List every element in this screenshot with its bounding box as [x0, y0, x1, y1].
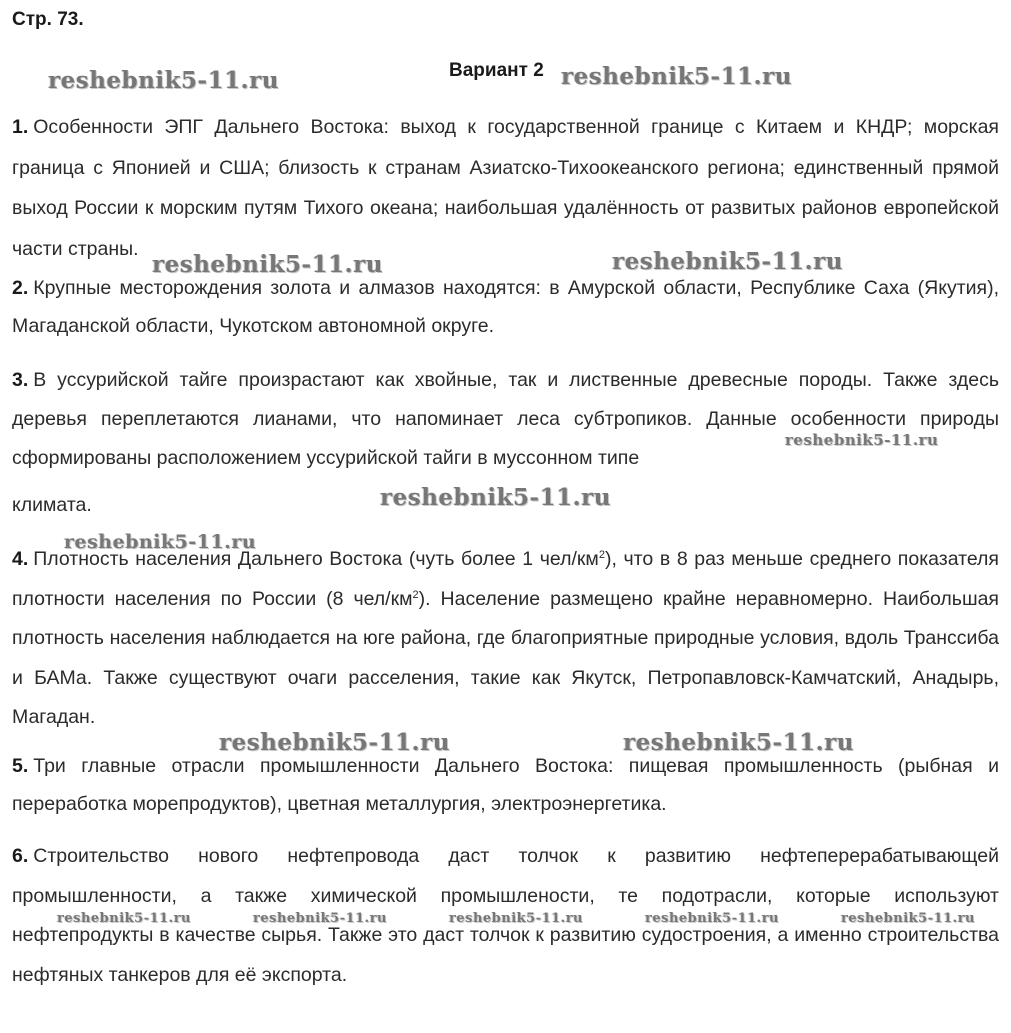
- watermark: reshebnik5-11.ru: [219, 729, 450, 756]
- watermark: reshebnik5-11.ru: [449, 911, 584, 926]
- answer-text: Крупные месторождения золота и алмазов находятся: в Амурской области, Республике Саха (Якутия), Магаданской области, Чукотском автономной округе.: [12, 277, 999, 337]
- watermark: reshebnik5-11.ru: [253, 911, 388, 926]
- superscript: 2: [412, 588, 419, 601]
- answer-4: [12, 540, 999, 738]
- watermark: reshebnik5-11.ru: [380, 484, 611, 511]
- watermark: reshebnik5-11.ru: [152, 251, 383, 278]
- answer-text-end: климата.: [12, 494, 92, 516]
- watermark: reshebnik5-11.ru: [785, 431, 939, 449]
- answer-number: 4.: [12, 548, 29, 570]
- superscript: 2: [598, 549, 605, 561]
- answer-number: 2.: [12, 277, 29, 299]
- watermark: reshebnik5-11.ru: [623, 729, 854, 756]
- watermark: reshebnik5-11.ru: [841, 911, 976, 926]
- watermark: reshebnik5-11.ru: [561, 63, 792, 90]
- watermark: reshebnik5-11.ru: [645, 911, 780, 926]
- answer-1: [12, 107, 999, 269]
- watermark: reshebnik5-11.ru: [612, 248, 843, 275]
- page-number: Стр. 73.: [12, 9, 84, 30]
- answer-text-part: Плотность населения Дальнего Востока (чуть более 1 чел/км: [33, 548, 599, 570]
- answer-text: Строительство нового нефтепровода даст толчок к развитию нефтеперерабатывающей промышленности, а также химической промышлености, те подотрасли, которые используют нефтепродукты в качестве сырья. Также это даст толчок к развитию судостроения, а именно строительства нефтяных танкеров для её экспорта.: [12, 845, 999, 986]
- answer-number: 3.: [12, 369, 29, 391]
- answer-text: Особенности ЭПГ Дальнего Востока: выход к государственной границе с Китаем и КНДР; морская граница с Японией и США; близость к странам Азиатско-Тихоокеанского региона; единственный прямой выход России к морским путям Тихого океана; наибольшая удалённость от развитых районов европейской части страны.: [12, 116, 999, 260]
- watermark: reshebnik5-11.ru: [57, 911, 192, 926]
- answer-2: [12, 269, 999, 345]
- variant-title: Вариант 2: [449, 60, 544, 81]
- answer-text: В уссурийской тайге произрастают как хвойные, так и лиственные древесные породы. Также здесь деревья переплетаются лианами, что напоминает леса субтропиков. Данные особенности природы сформированы расположением уссурийской тайги в муссонном типе: [12, 369, 999, 469]
- watermark: reshebnik5-11.ru: [48, 67, 279, 94]
- answer-5: [12, 747, 999, 823]
- answer-text-part: ), что в 8 раз меньше среднего показателя плотности населения по России (8 чел/км: [12, 548, 999, 610]
- answer-number: 5.: [12, 755, 29, 777]
- answer-text: Три главные отрасли промышленности Дальнего Востока: пищевая промышленность (рыбная и переработка морепродуктов), цветная металлургия, электроэнергетика.: [12, 755, 999, 815]
- answer-number: 1.: [12, 116, 29, 138]
- watermark: reshebnik5-11.ru: [64, 531, 257, 553]
- answer-text-part: ). Население размещено крайне неравномерно. Наибольшая плотность населения наблюдается на юге района, где благоприятные природные условия, вдоль Транссиба и БАМа. Также существуют очаги расселения, такие как Якутск, Петропавловск-Камчатский, Анадырь, Магадан.: [12, 587, 999, 728]
- answer-number: 6.: [12, 845, 29, 867]
